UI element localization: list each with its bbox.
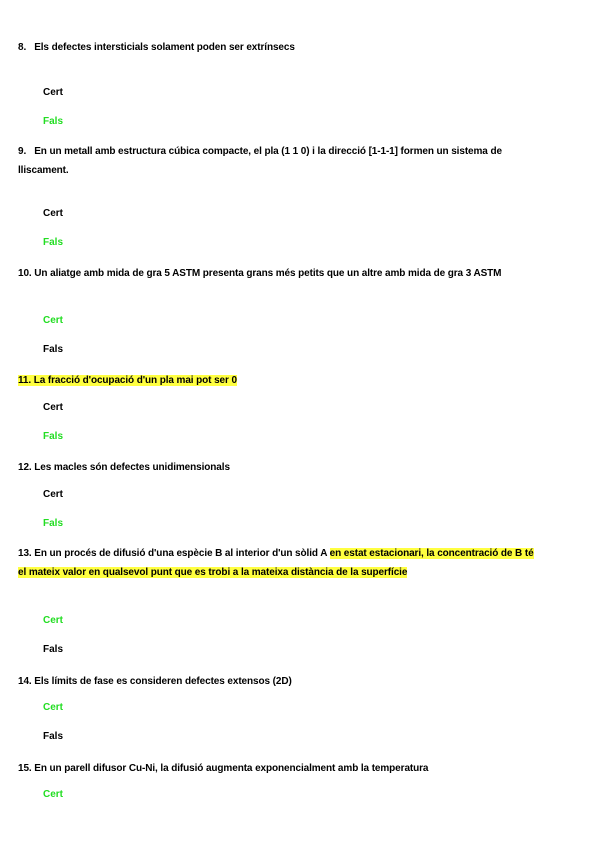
option-cert-correct: Cert (43, 789, 64, 800)
question-14 (18, 672, 538, 691)
option-fals: Fals (43, 344, 64, 355)
question-number: 12. (18, 462, 32, 473)
option-cert: Cert (43, 87, 64, 98)
question-9 (18, 142, 538, 180)
question-text: Les macles són defectes unidimensionals (34, 462, 230, 473)
option-fals: Fals (43, 644, 64, 655)
option-fals-correct: Fals (43, 431, 64, 442)
question-number: 10. (18, 268, 32, 279)
question-number: 8. (18, 42, 27, 53)
option-cert: Cert (43, 208, 64, 219)
question-13 (18, 544, 538, 582)
option-cert: Cert (43, 402, 64, 413)
option-fals-correct: Fals (43, 518, 64, 529)
question-text-highlight: en estat estacionari, la concentració de B té el mateix valor en qualsevol punt que es trobi a la mateixa distància de la superfície (18, 548, 534, 578)
question-10 (18, 264, 538, 283)
option-cert-correct: Cert (43, 702, 64, 713)
question-text: Els defectes intersticials solament poden ser extrínsecs (34, 42, 295, 53)
question-11 (18, 371, 538, 390)
question-number: 14. (18, 676, 32, 687)
option-fals-correct: Fals (43, 116, 64, 127)
question-text: En un parell difusor Cu-Ni, la difusió augmenta exponencialment amb la temperatura (34, 763, 429, 774)
question-text: Un aliatge amb mida de gra 5 ASTM presenta grans més petits que un altre amb mida de gra 3 ASTM (34, 268, 502, 279)
question-12 (18, 458, 538, 477)
question-number: 13. (18, 548, 32, 559)
option-fals-correct: Fals (43, 237, 64, 248)
question-15 (18, 759, 538, 778)
question-8 (18, 38, 538, 57)
option-cert: Cert (43, 489, 64, 500)
option-fals: Fals (43, 731, 64, 742)
question-number: 15. (18, 763, 32, 774)
option-cert-correct: Cert (43, 315, 64, 326)
option-cert-correct: Cert (43, 615, 64, 626)
question-text: En un metall amb estructura cúbica compacte, el pla (1 1 0) i la direcció [1-1-1] formen un sistema de lliscament. (18, 146, 502, 176)
question-text: Els límits de fase es consideren defectes extensos (2D) (34, 676, 292, 687)
question-text: La fracció d'ocupació d'un pla mai pot ser 0 (33, 375, 237, 386)
question-number: 9. (18, 146, 27, 157)
question-number: 11. (18, 375, 32, 386)
question-text: En un procés de difusió d'una espècie B al interior d'un sòlid A (34, 548, 330, 559)
